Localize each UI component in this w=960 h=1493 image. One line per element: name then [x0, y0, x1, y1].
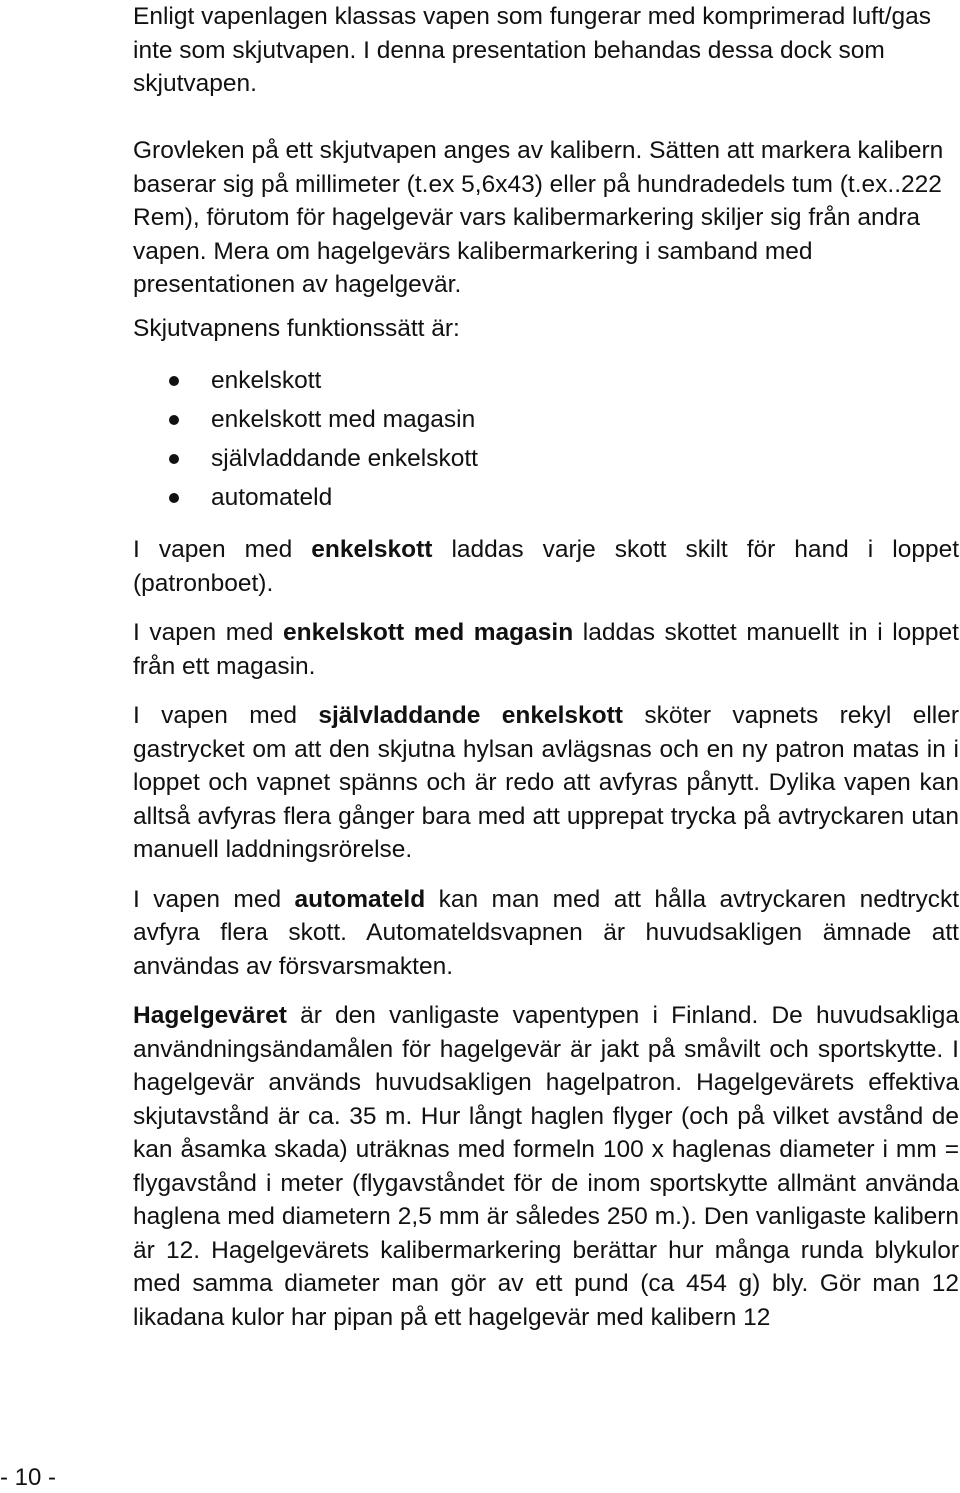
paragraph-hagelgevar: Hagelgeväret är den vanligaste vapentypen i Finland. De huvudsakliga användningsändamålen för hagelgevär är jakt på småvilt och sportskytte. I hagelgevär används huvudsakligen hagelpatron. Hagelgevärets effektiva skjutavstånd är ca. 35 m. Hur långt haglen flyger (och på vilket avstånd de kan åsamka skada) uträknas med formeln 100 x haglenas diameter i mm = flygavstånd i meter (flygavståndet för de inom sportskytte allmänt använda haglena med diametern 2,5 mm är således 250 m.). Den vanligaste kalibern är 12. Hagelgevärets kalibermarkering berättar hur många runda blykulor med samma diameter man gör av ett pund (ca 454 g) bly. Gör man 12 likadana kulor har pipan på ett hagelgevär med kalibern 12: [133, 1002, 959, 1331]
term-automateld: automateld: [294, 885, 426, 913]
term-enkelskott-magasin: enkelskott med magasin: [283, 619, 574, 646]
list-item: [133, 400, 959, 439]
bullet-icon: [169, 493, 179, 503]
bullet-icon: [169, 376, 179, 386]
list-item: [133, 439, 959, 478]
term-hagelgevar: Hagelgeväret: [133, 1002, 287, 1029]
function-type-list: [133, 361, 959, 517]
bullet-icon: [169, 454, 179, 464]
term-sjalvladdande: självladdande enkelskott: [318, 702, 623, 729]
list-item: [133, 361, 959, 400]
paragraph-vapenlagen: Enligt vapenlagen klassas vapen som fungerar med komprimerad luft/gas inte som skjutvapen. I denna presentation behandas dessa dock som skjutvapen.: [133, 3, 932, 97]
page-number: - 10 -: [0, 1464, 57, 1491]
list-item-label: enkelskott: [211, 367, 322, 394]
paragraph-funktionssatt-heading: Skjutvapnens funktionssätt är:: [133, 314, 460, 342]
list-item-label: enkelskott med magasin: [211, 406, 476, 433]
bullet-icon: [169, 415, 179, 425]
list-item-label: självladdande enkelskott: [211, 445, 478, 472]
document-body: [133, 0, 959, 1334]
paragraph-enkelskott: I vapen med enkelskott laddas varje skott skilt för hand i loppet (patronboet).: [133, 536, 960, 597]
paragraph-enkelskott-magasin: I vapen med enkelskott med magasin laddas skottet manuellt in i loppet från ett magasin.: [133, 619, 959, 680]
paragraph-sjalvladdande: I vapen med självladdande enkelskott sköter vapnets rekyl eller gastrycket om att den skjutna hylsan avlägsnas och en ny patron matas in i loppet och vapnet spänns och är redo att avfyras pånytt. Dylika vapen kan alltså avfyras flera gånger bara med att upprepat trycka på avtryckaren utan manuell laddningsrörelse.: [133, 702, 960, 863]
paragraph-kaliber: Grovleken på ett skjutvapen anges av kalibern. Sätten att markera kalibern baserar sig på millimeter (t.ex 5,6x43) eller på hundradedels tum (t.ex..222 Rem), förutom för hagelgevär vars kalibermarkering skiljer sig från andra vapen. Mera om hagelgevärs kalibermarkering i samband med presentationen av hagelgevär.: [133, 137, 944, 298]
term-enkelskott: enkelskott: [311, 536, 433, 563]
list-item: [133, 478, 959, 517]
paragraph-automateld: I vapen med automateld kan man med att hålla avtryckaren nedtryckt avfyra flera skott. Automateldsvapnen är huvudsakligen ämnade att användas av försvarsmakten.: [133, 885, 960, 980]
list-item-label: automateld: [211, 484, 333, 511]
